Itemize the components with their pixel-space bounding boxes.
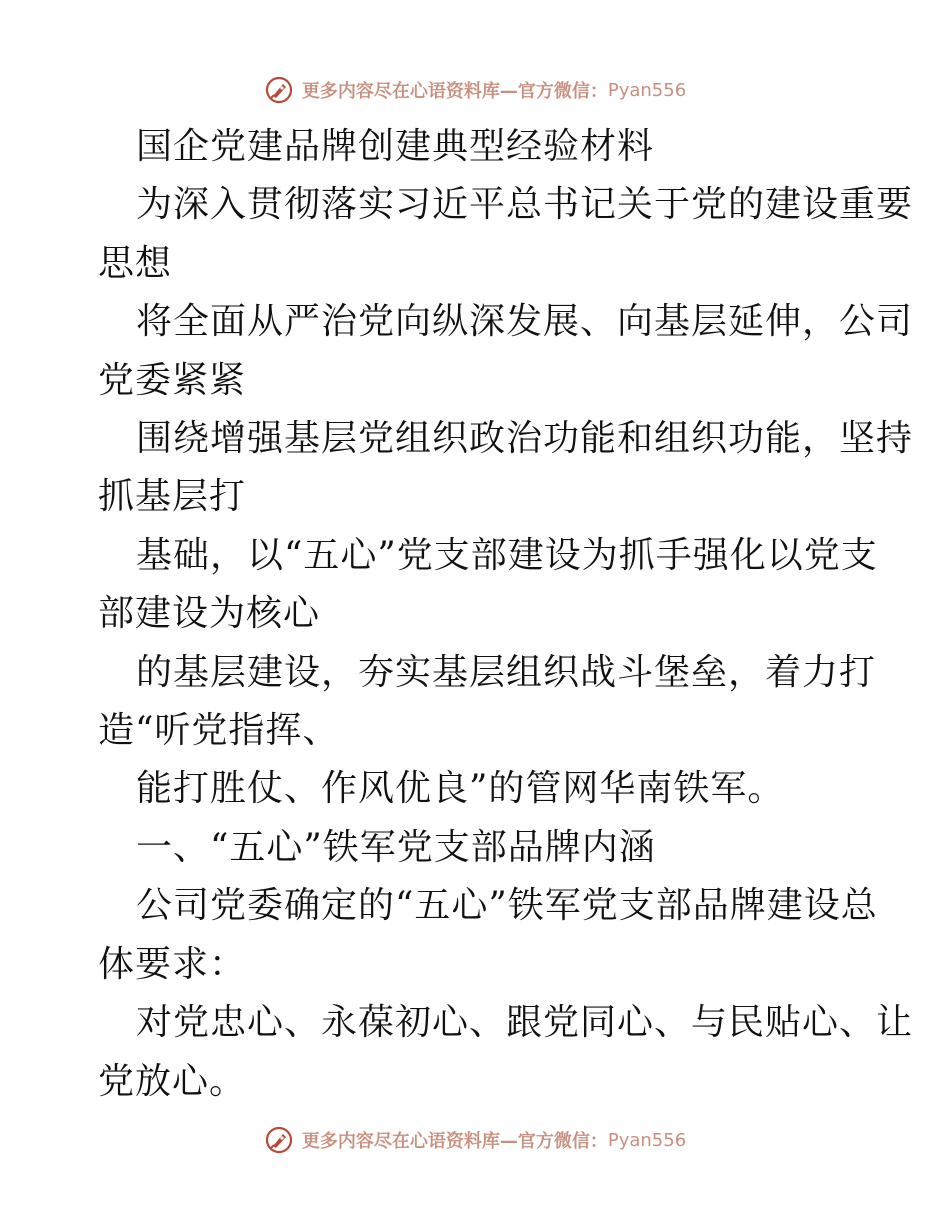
paragraph-line: 思想 — [98, 242, 173, 284]
paragraph-line: 抓基层打 — [98, 476, 247, 518]
paragraph-line: 党委紧紧 — [98, 359, 247, 401]
paragraph — [98, 527, 878, 644]
document-title-text: 国企党建品牌创建典型经验材料 — [136, 126, 655, 167]
paragraph-line: 能打胜仗、作风优良”的管网华南铁军。 — [136, 768, 785, 810]
paragraph-line: 部建设为核心 — [98, 593, 321, 635]
pen-nib-circle-icon — [264, 75, 294, 105]
paragraph — [98, 994, 914, 1111]
paragraph-line: 基础，以“五心”党支部建设为抓手强化以党支 — [136, 534, 878, 576]
paragraph — [98, 644, 877, 761]
header-banner-text: 更多内容尽在心语资料库—官方微信： — [301, 81, 608, 102]
paragraph — [98, 293, 914, 410]
paragraph — [98, 410, 914, 527]
section-heading-text: 一、“五心”铁军党支部品牌内涵 — [136, 826, 656, 868]
document-body — [98, 118, 914, 1111]
pen-nib-circle-icon — [264, 1125, 294, 1155]
footer-banner-account: Pyan556 — [607, 1129, 687, 1151]
paragraph — [98, 760, 858, 818]
header-banner — [0, 70, 950, 110]
section-heading — [98, 819, 858, 877]
paragraph-line: 为深入贯彻落实习近平总书记关于党的建设重要 — [136, 184, 914, 226]
header-banner-account: Pyan556 — [607, 79, 687, 101]
paragraph-line: 将全面从严治党向纵深发展、向基层延伸，公司 — [136, 301, 914, 343]
paragraph-line: 党放心。 — [98, 1060, 247, 1102]
paragraph-line: 围绕增强基层党组织政治功能和组织功能，坚持 — [136, 418, 914, 460]
footer-banner — [0, 1120, 950, 1160]
paragraph-line: 体要求： — [98, 943, 247, 985]
paragraph — [98, 877, 878, 994]
footer-banner-text: 更多内容尽在心语资料库—官方微信： — [301, 1131, 608, 1152]
document-title — [98, 118, 858, 176]
paragraph-line: 对党忠心、永葆初心、跟党同心、与民贴心、让 — [136, 1002, 914, 1044]
paragraph-line: 的基层建设，夯实基层组织战斗堡垒，着力打 — [136, 651, 877, 693]
paragraph-line: 公司党委确定的“五心”铁军党支部品牌建设总 — [136, 885, 878, 927]
paragraph — [98, 176, 914, 293]
paragraph-line: 造“听党指挥、 — [98, 710, 340, 752]
